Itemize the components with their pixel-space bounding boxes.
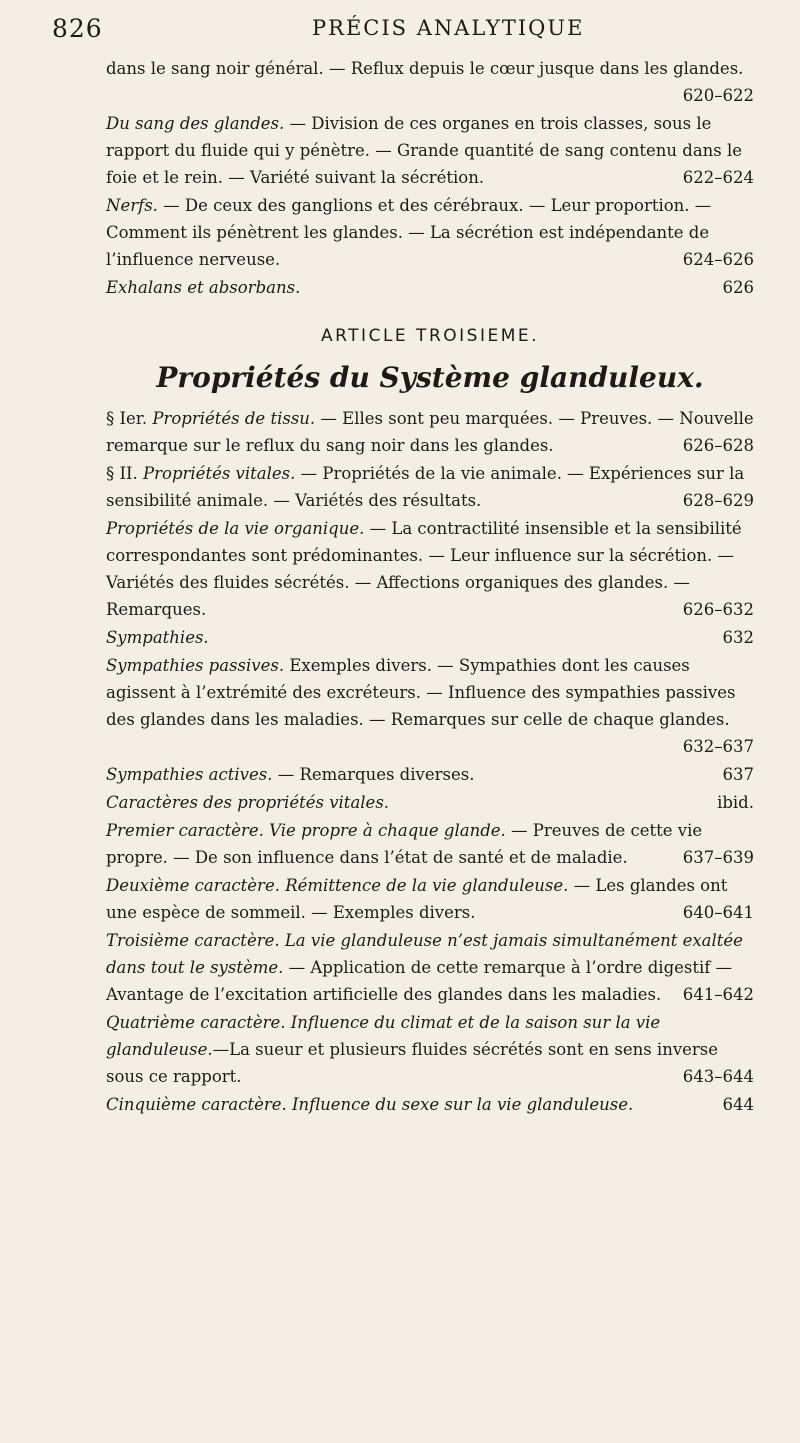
page-reference: 628–629 [682,491,754,510]
entry-text: — De ceux des ganglions et des cérébraux. — Leur proportion. — Comment ils pénètrent les glandes. — La sécrétion est indépendante de l’influence nerveuse. [106,196,712,269]
main-entries [106,405,754,1118]
page-reference: 637 [722,765,754,784]
page-reference: 641–642 [682,985,754,1004]
entry-title: Premier caractère. Vie propre à chaque glande. [106,821,506,840]
entry-title: Quatrième caractère. Influence du climat et de la saison sur la vie glanduleuse. [106,1013,661,1059]
running-head: PRÉCIS ANALYTIQUE [312,16,585,40]
page-reference: ibid. [717,793,754,812]
index-entry [106,927,754,1008]
index-entry [106,817,754,871]
index-entry [106,110,754,191]
index-entry [106,55,754,109]
entry-title: Cinquième caractère. Influence du sexe sur la vie glanduleuse. [106,1095,634,1114]
index-entry [106,761,754,788]
page-number: 826 [52,14,103,43]
page-reference: 632 [722,628,754,647]
entry-title: Deuxième caractère. Rémittence de la vie glanduleuse. [106,876,569,895]
entry-text: — Application de cette remarque à l’ordre digestif — Avantage de l’excitation artificielle des glandes dans les maladies. [106,958,733,1004]
article-heading: ARTICLE TROISIEME. [320,326,540,346]
section-title: Propriétés du Système glanduleux. [156,361,704,394]
index-entry [106,652,754,760]
index-entry [106,789,754,816]
entry-text: Exemples divers. — Sympathies dont les causes agissent à l’extrémité des excréteurs. — Influence des sympathies passives des glandes dans les maladies. — Remarques sur celle de chaque glandes. [106,656,736,729]
page-reference: 626 [722,278,754,297]
page-reference: 640–641 [682,903,754,922]
entry-title: Caractères des propriétés vitales. [106,793,390,812]
page-reference: 626–632 [682,600,754,619]
entry-title: Nerfs. [106,196,158,215]
text-block [106,55,754,1119]
index-entry [106,515,754,623]
entry-text: — La contractilité insensible et la sensibilité correspondantes sont prédominantes. — Leur influence sur la sécrétion. — Variétés des fluides sécrétés. — Affections organiques des glandes. — Remarques. [106,519,742,619]
page-reference: 644 [722,1095,754,1114]
index-entry [106,460,754,514]
page-reference: 632–637 [682,737,754,756]
entry-text: — Les glandes ont une espèce de sommeil. — Exemples divers. [106,876,728,922]
entry-text: dans le sang noir général. — Reflux depuis le cœur jusque dans les glandes. [106,59,744,78]
index-entry [106,192,754,273]
index-entry [106,405,754,459]
entry-title: Troisième caractère. La vie glanduleuse n’est jamais simultanément exaltée dans tout le système. [106,931,743,977]
entry-text: — Remarques diverses. [272,765,475,784]
index-entry [106,624,754,651]
page-reference: 620–622 [682,86,754,105]
index-entry [106,1091,754,1118]
page-reference: 626–628 [682,436,754,455]
entry-title: Propriétés de tissu. [152,409,316,428]
entry-title: Exhalans et absorbans. [106,278,301,297]
page-reference: 622–624 [682,168,754,187]
page-reference: 637–639 [682,848,754,867]
section-mark: § II. [106,464,144,483]
top-entries [106,55,754,301]
entry-text: —La sueur et plusieurs fluides sécrétés sont en sens inverse sous ce rapport. [106,1040,719,1086]
entry-text: — Division de ces organes en trois classes, sous le rapport du fluide qui y pénètre. — Grande quantité de sang contenu dans le foie et le rein. — Variété suivant la sécrétion. [106,114,743,187]
page-header [52,14,752,44]
index-entry [106,274,754,301]
entry-title: Propriétés de la vie organique. [106,519,365,538]
index-entry [106,872,754,926]
entry-text: — Elles sont peu marquées. — Preuves. — Nouvelle remarque sur le reflux du sang noir dans les glandes. [106,409,754,455]
section-mark: § Ier. [106,409,153,428]
entry-text: — Propriétés de la vie animale. — Expériences sur la sensibilité animale. — Variétés des résultats. [106,464,745,510]
page-reference: 624–626 [682,250,754,269]
page-reference: 643–644 [682,1067,754,1086]
entry-title: Du sang des glandes. [106,114,285,133]
entry-text: — Preuves de cette vie propre. — De son influence dans l’état de santé et de maladie. [106,821,703,867]
entry-title: Sympathies. [106,628,209,647]
index-entry [106,1009,754,1090]
entry-title: Sympathies actives. [106,765,273,784]
entry-title: Propriétés vitales. [143,464,296,483]
entry-title: Sympathies passives. [106,656,285,675]
